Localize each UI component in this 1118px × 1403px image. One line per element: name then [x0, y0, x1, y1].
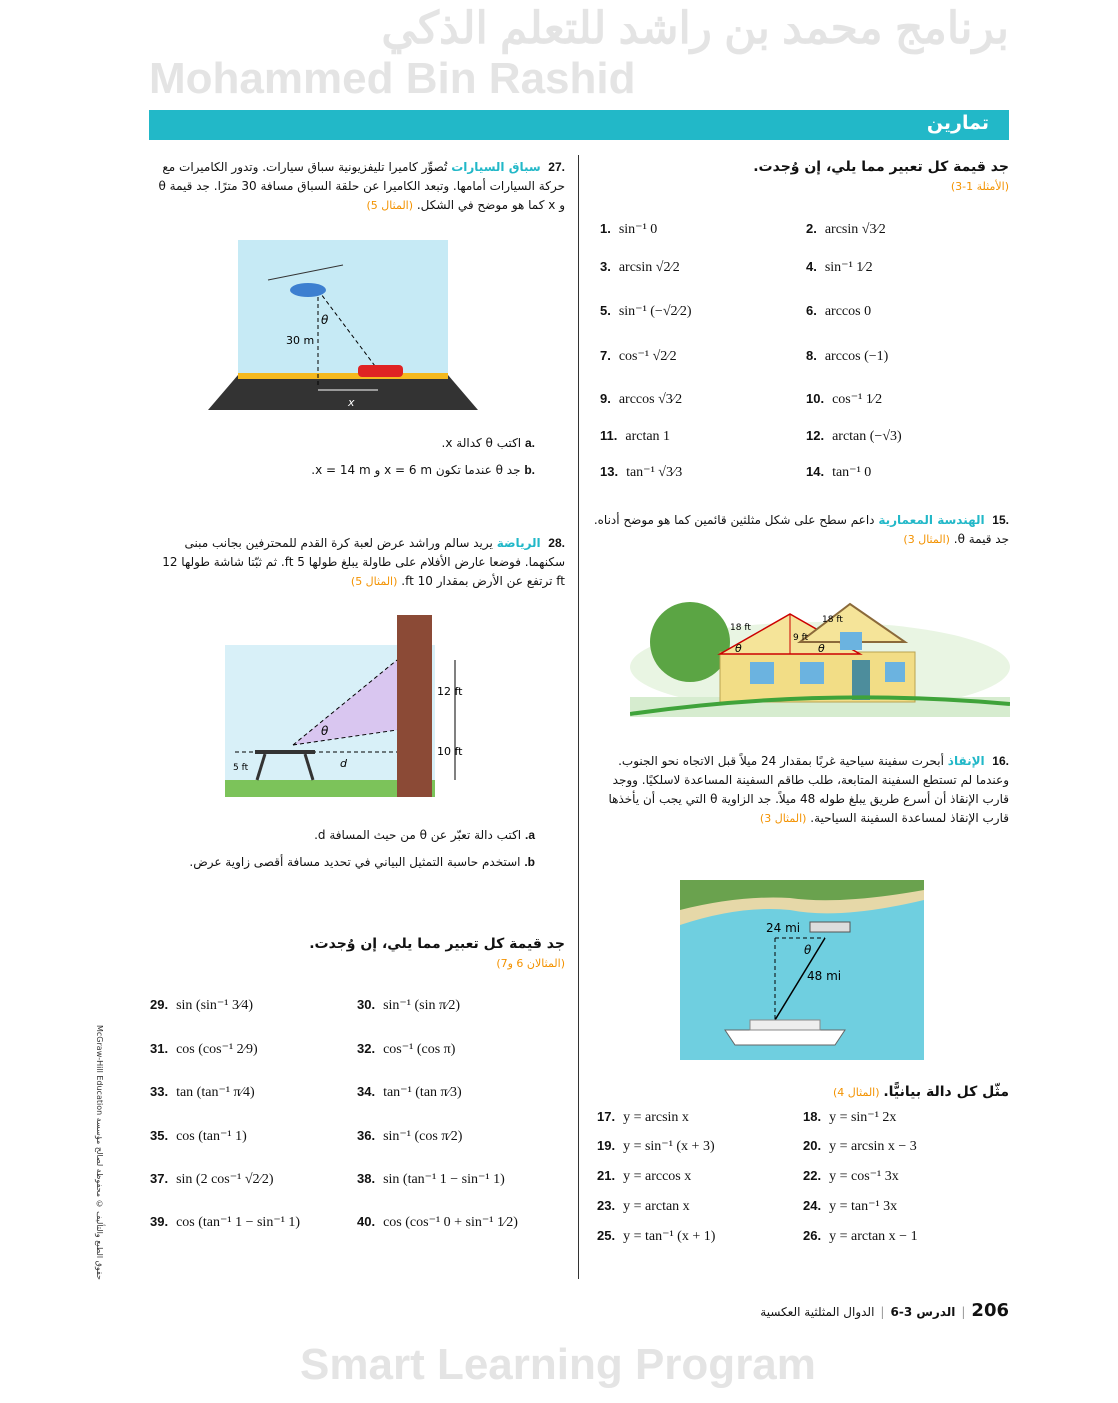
part-label: .b — [524, 463, 535, 477]
item-number: 32. — [357, 1041, 376, 1056]
exercise-item — [600, 259, 680, 276]
exercise-item — [806, 221, 886, 238]
projector-screen-figure — [225, 615, 465, 797]
theta-right: θ — [818, 642, 825, 655]
item-expression: y = arccos x — [623, 1169, 692, 1184]
exercise-item — [806, 428, 902, 445]
problem-15 — [589, 511, 1009, 549]
item-expression: sin⁻¹ (−√2⁄2) — [618, 304, 692, 319]
item-expression: arccos √3⁄2 — [618, 392, 683, 407]
exercise-item — [150, 1084, 255, 1101]
problem-number: .28 — [548, 536, 565, 550]
watermark-arabic: برنامج محمد بن راشد للتعلم الذكي — [381, 4, 1009, 53]
item-number: 22. — [803, 1168, 822, 1183]
example-ref: (المثال 4) — [833, 1086, 880, 1099]
item-number: 29. — [150, 997, 169, 1012]
item-number: 6. — [806, 303, 817, 318]
page-footer: 206|الدرس 3-6|الدوال المثلثية العكسية — [760, 1300, 1009, 1321]
item-number: 12. — [806, 428, 825, 443]
item-number: 13. — [600, 464, 619, 479]
part-text: جد θ عندما تكون x = 6 m و x = 14 m. — [311, 463, 521, 477]
problem-16 — [589, 752, 1009, 828]
exercise-item — [803, 1198, 897, 1215]
item-expression: arccos 0 — [824, 304, 872, 319]
part-label: a. — [524, 828, 535, 842]
exercise-item — [150, 1171, 274, 1188]
item-number: 35. — [150, 1128, 169, 1143]
example-ref: (الأمثلة 1-3) — [950, 180, 1009, 193]
exercise-item — [597, 1168, 691, 1185]
item-number: 21. — [597, 1168, 616, 1183]
part-text: اكتب θ كدالة x. — [441, 436, 522, 450]
item-expression: tan (tan⁻¹ π⁄4) — [176, 1085, 255, 1100]
item-expression: tan⁻¹ (tan π⁄3) — [383, 1085, 462, 1100]
section-title: تمارين — [926, 112, 989, 134]
label-d: d — [340, 757, 347, 770]
item-expression: y = sin⁻¹ 2x — [829, 1110, 897, 1125]
exercise-item — [806, 348, 888, 365]
exercise-item — [600, 303, 692, 320]
exercise-item — [597, 1198, 690, 1215]
copyright-side-note: حقوق الطبع والتأليف © محفوظة لصالح مؤسسة McGraw-Hill Education — [95, 1025, 104, 1280]
item-expression: y = arcsin x − 3 — [829, 1139, 917, 1154]
label-24mi: 24 mi — [766, 921, 801, 935]
exercise-item — [357, 1214, 518, 1231]
item-number: 11. — [600, 428, 618, 443]
exercise-item — [357, 1128, 462, 1145]
exercise-item — [150, 1041, 258, 1058]
rescue-ship-figure — [680, 880, 924, 1060]
race-camera-figure — [208, 240, 478, 410]
label-9ft: 9 ft — [793, 633, 809, 643]
item-number: 30. — [357, 997, 376, 1012]
item-number: 39. — [150, 1214, 169, 1229]
item-expression: cos⁻¹ √2⁄2 — [618, 349, 677, 364]
item-number: 33. — [150, 1084, 169, 1099]
item-expression: cos⁻¹ 1⁄2 — [832, 392, 883, 407]
item-expression: cos (cos⁻¹ 2⁄9) — [176, 1042, 258, 1057]
item-number: 38. — [357, 1171, 376, 1186]
item-number: 24. — [803, 1198, 822, 1213]
item-expression: y = cos⁻¹ 3x — [829, 1169, 899, 1184]
exercise-item — [806, 464, 871, 481]
lesson-label: الدرس 3-6 — [890, 1305, 956, 1319]
problem-28-a — [150, 826, 535, 845]
exercise-item — [597, 1138, 715, 1155]
label-10ft: 10 ft — [437, 745, 463, 758]
item-expression: arccos (−1) — [824, 349, 889, 364]
item-expression: tan⁻¹ √3⁄3 — [626, 465, 683, 480]
item-expression: sin⁻¹ 0 — [618, 222, 658, 237]
exercise-item — [803, 1109, 896, 1126]
problem-27 — [150, 158, 565, 215]
column-divider — [578, 155, 579, 1279]
exercise-item — [150, 1128, 247, 1145]
theta-left: θ — [735, 642, 742, 655]
exercise-item — [806, 259, 873, 276]
exercise-item — [357, 997, 460, 1014]
problem-number: .16 — [992, 754, 1009, 768]
example-ref: (المثال 3) — [903, 533, 950, 546]
graph-heading — [609, 1083, 1009, 1102]
item-number: 4. — [806, 259, 817, 274]
problem-topic: الإنقاذ — [947, 754, 985, 768]
part-label: .a — [524, 436, 535, 450]
item-expression: cos (cos⁻¹ 0 + sin⁻¹ 1⁄2) — [383, 1215, 518, 1230]
item-expression: sin⁻¹ (sin π⁄2) — [383, 998, 461, 1013]
item-expression: arctan 1 — [625, 429, 671, 444]
item-expression: cos⁻¹ (cos π) — [383, 1042, 456, 1057]
item-number: 36. — [357, 1128, 376, 1143]
problem-28 — [150, 534, 565, 591]
heading: جد قيمة كل تعبير مما يلي، إن وُجدت. — [753, 159, 1009, 175]
problem-27-a — [150, 434, 535, 453]
item-number: 7. — [600, 348, 611, 363]
problem-number: .27 — [548, 160, 565, 174]
item-number: 26. — [803, 1228, 822, 1243]
exercise-item — [600, 221, 657, 238]
problem-28-b — [150, 853, 535, 872]
problem-text: داعم سطح على شكل مثلثين قائمين كما هو موضح أدناه. جد قيمة θ. — [593, 513, 1009, 546]
exercise-item — [803, 1228, 918, 1245]
item-number: 17. — [597, 1109, 616, 1124]
item-number: 8. — [806, 348, 817, 363]
item-number: 19. — [597, 1138, 616, 1153]
item-expression: y = sin⁻¹ (x + 3) — [623, 1139, 715, 1154]
item-expression: sin⁻¹ 1⁄2 — [824, 260, 873, 275]
part-text: استخدم حاسبة التمثيل البياني في تحديد مسافة أقصى زاوية عرض. — [189, 855, 521, 869]
item-expression: cos (tan⁻¹ 1) — [176, 1129, 247, 1144]
item-number: 23. — [597, 1198, 616, 1213]
label-48mi: 48 mi — [807, 969, 842, 983]
example-ref: (المثال 5) — [350, 575, 398, 588]
item-expression: cos (tan⁻¹ 1 − sin⁻¹ 1) — [176, 1215, 301, 1230]
example-ref: (المثالان 6 و7) — [496, 957, 565, 970]
exercise-item — [150, 1214, 300, 1231]
exercise-heading-1-14 — [589, 158, 1009, 196]
label-18ft-left: 18 ft — [730, 623, 751, 633]
exercise-item — [600, 428, 670, 445]
part-label: b. — [524, 855, 535, 869]
exercise-item — [597, 1228, 715, 1245]
problem-topic: سباق السيارات — [451, 160, 541, 174]
problem-number: .15 — [992, 513, 1009, 527]
exercise-item — [803, 1168, 899, 1185]
item-expression: sin (2 cos⁻¹ √2⁄2) — [176, 1172, 274, 1187]
theta-label: θ — [321, 724, 329, 738]
item-number: 10. — [806, 391, 825, 406]
item-number: 14. — [806, 464, 825, 479]
exercise-item — [600, 391, 682, 408]
exercise-item — [150, 997, 253, 1014]
item-expression: y = arcsin x — [623, 1110, 689, 1125]
item-number: 25. — [597, 1228, 616, 1243]
problem-text: أبحرت سفينة سياحية غربًا بمقدار 24 ميلاً قبل الاتجاه نحو الجنوب. وعندما لم تستطع السفينة المتابعة، طلب طاقم السفينة المساعدة لاسلكيًا. ووجد قارب الإنقاذ أن أسرع طريق يبلغ طوله 48 ميلاً. جد الزاوية θ التي يجب أن يأخذها قارب الإنقاذ لمساعدة السفينة السياحية. — [608, 754, 1009, 825]
example-ref: (المثال 5) — [366, 199, 414, 212]
item-number: 1. — [600, 221, 611, 236]
problem-topic: الهندسة المعمارية — [878, 513, 985, 527]
exercise-heading-29-40 — [150, 935, 565, 973]
problem-text: يريد سالم وراشد عرض لعبة كرة القدم للمحترفين بجانب مبنى سكنهما. فوضعا عارض الأفلام على طاولة يبلغ طولها 5 ft. ثم ثبّتا شاشة طولها 12 ft ترتفع عن الأرض بمقدار 10 ft. — [162, 536, 565, 588]
exercise-item — [357, 1171, 505, 1188]
theta-label: θ — [321, 313, 329, 327]
label-5ft: 5 ft — [233, 763, 249, 773]
heading: جد قيمة كل تعبير مما يلي، إن وُجدت. — [309, 936, 565, 952]
problem-topic: الرياضة — [496, 536, 541, 550]
problem-text: تُصوِّر كاميرا تليفزيونية سباق سيارات. وتدور الكاميرات مع حركة السيارات أمامها. وتبعد الكاميرا عن حلقة السباق مسافة 30 مترًا. جد قيمة θ و x كما هو موضح في الشكل. — [158, 160, 565, 212]
item-number: 31. — [150, 1041, 169, 1056]
exercise-item — [803, 1138, 917, 1155]
item-expression: y = tan⁻¹ (x + 1) — [623, 1229, 716, 1244]
problem-27-b — [150, 461, 535, 480]
item-expression: arcsin √3⁄2 — [824, 222, 886, 237]
item-number: 3. — [600, 259, 611, 274]
item-number: 2. — [806, 221, 817, 236]
item-expression: y = tan⁻¹ 3x — [829, 1199, 898, 1214]
item-number: 34. — [357, 1084, 376, 1099]
part-text: اكتب دالة تعبّر عن θ من حيث المسافة d. — [314, 828, 522, 842]
label-12ft: 12 ft — [437, 685, 463, 698]
house-roof-figure — [630, 592, 1010, 722]
item-number: 37. — [150, 1171, 169, 1186]
item-number: 5. — [600, 303, 611, 318]
page-number: 206 — [971, 1300, 1009, 1321]
item-number: 9. — [600, 391, 611, 406]
lesson-title: الدوال المثلثية العكسية — [760, 1305, 875, 1319]
example-ref: (المثال 3) — [759, 812, 807, 825]
exercise-item — [357, 1041, 455, 1058]
theta-label: θ — [804, 943, 812, 957]
exercise-item — [600, 348, 677, 365]
exercise-item — [597, 1109, 689, 1126]
item-expression: sin (sin⁻¹ 3⁄4) — [176, 998, 254, 1013]
exercise-item — [357, 1084, 462, 1101]
label-30m: 30 m — [286, 334, 315, 347]
item-expression: arctan (−√3) — [832, 429, 902, 444]
label-x: x — [348, 396, 355, 409]
item-expression: y = arctan x − 1 — [829, 1229, 918, 1244]
item-expression: sin⁻¹ (cos π⁄2) — [383, 1129, 463, 1144]
item-expression: arcsin √2⁄2 — [618, 260, 680, 275]
item-number: 20. — [803, 1138, 822, 1153]
section-header-bar — [149, 110, 1009, 140]
exercise-item — [806, 303, 871, 320]
item-number: 18. — [803, 1109, 822, 1124]
item-expression: tan⁻¹ 0 — [832, 465, 872, 480]
label-18ft-right: 18 ft — [822, 615, 843, 625]
item-expression: sin (tan⁻¹ 1 − sin⁻¹ 1) — [383, 1172, 505, 1187]
item-number: 40. — [357, 1214, 376, 1229]
exercise-item — [806, 391, 882, 408]
item-expression: y = arctan x — [623, 1199, 690, 1214]
exercise-item — [600, 464, 682, 481]
watermark-en-1: Mohammed Bin Rashid — [149, 54, 636, 103]
heading: مثّل كل دالة بيانيًّا. — [883, 1084, 1009, 1100]
watermark-en-2: Smart Learning Program — [300, 1340, 816, 1389]
